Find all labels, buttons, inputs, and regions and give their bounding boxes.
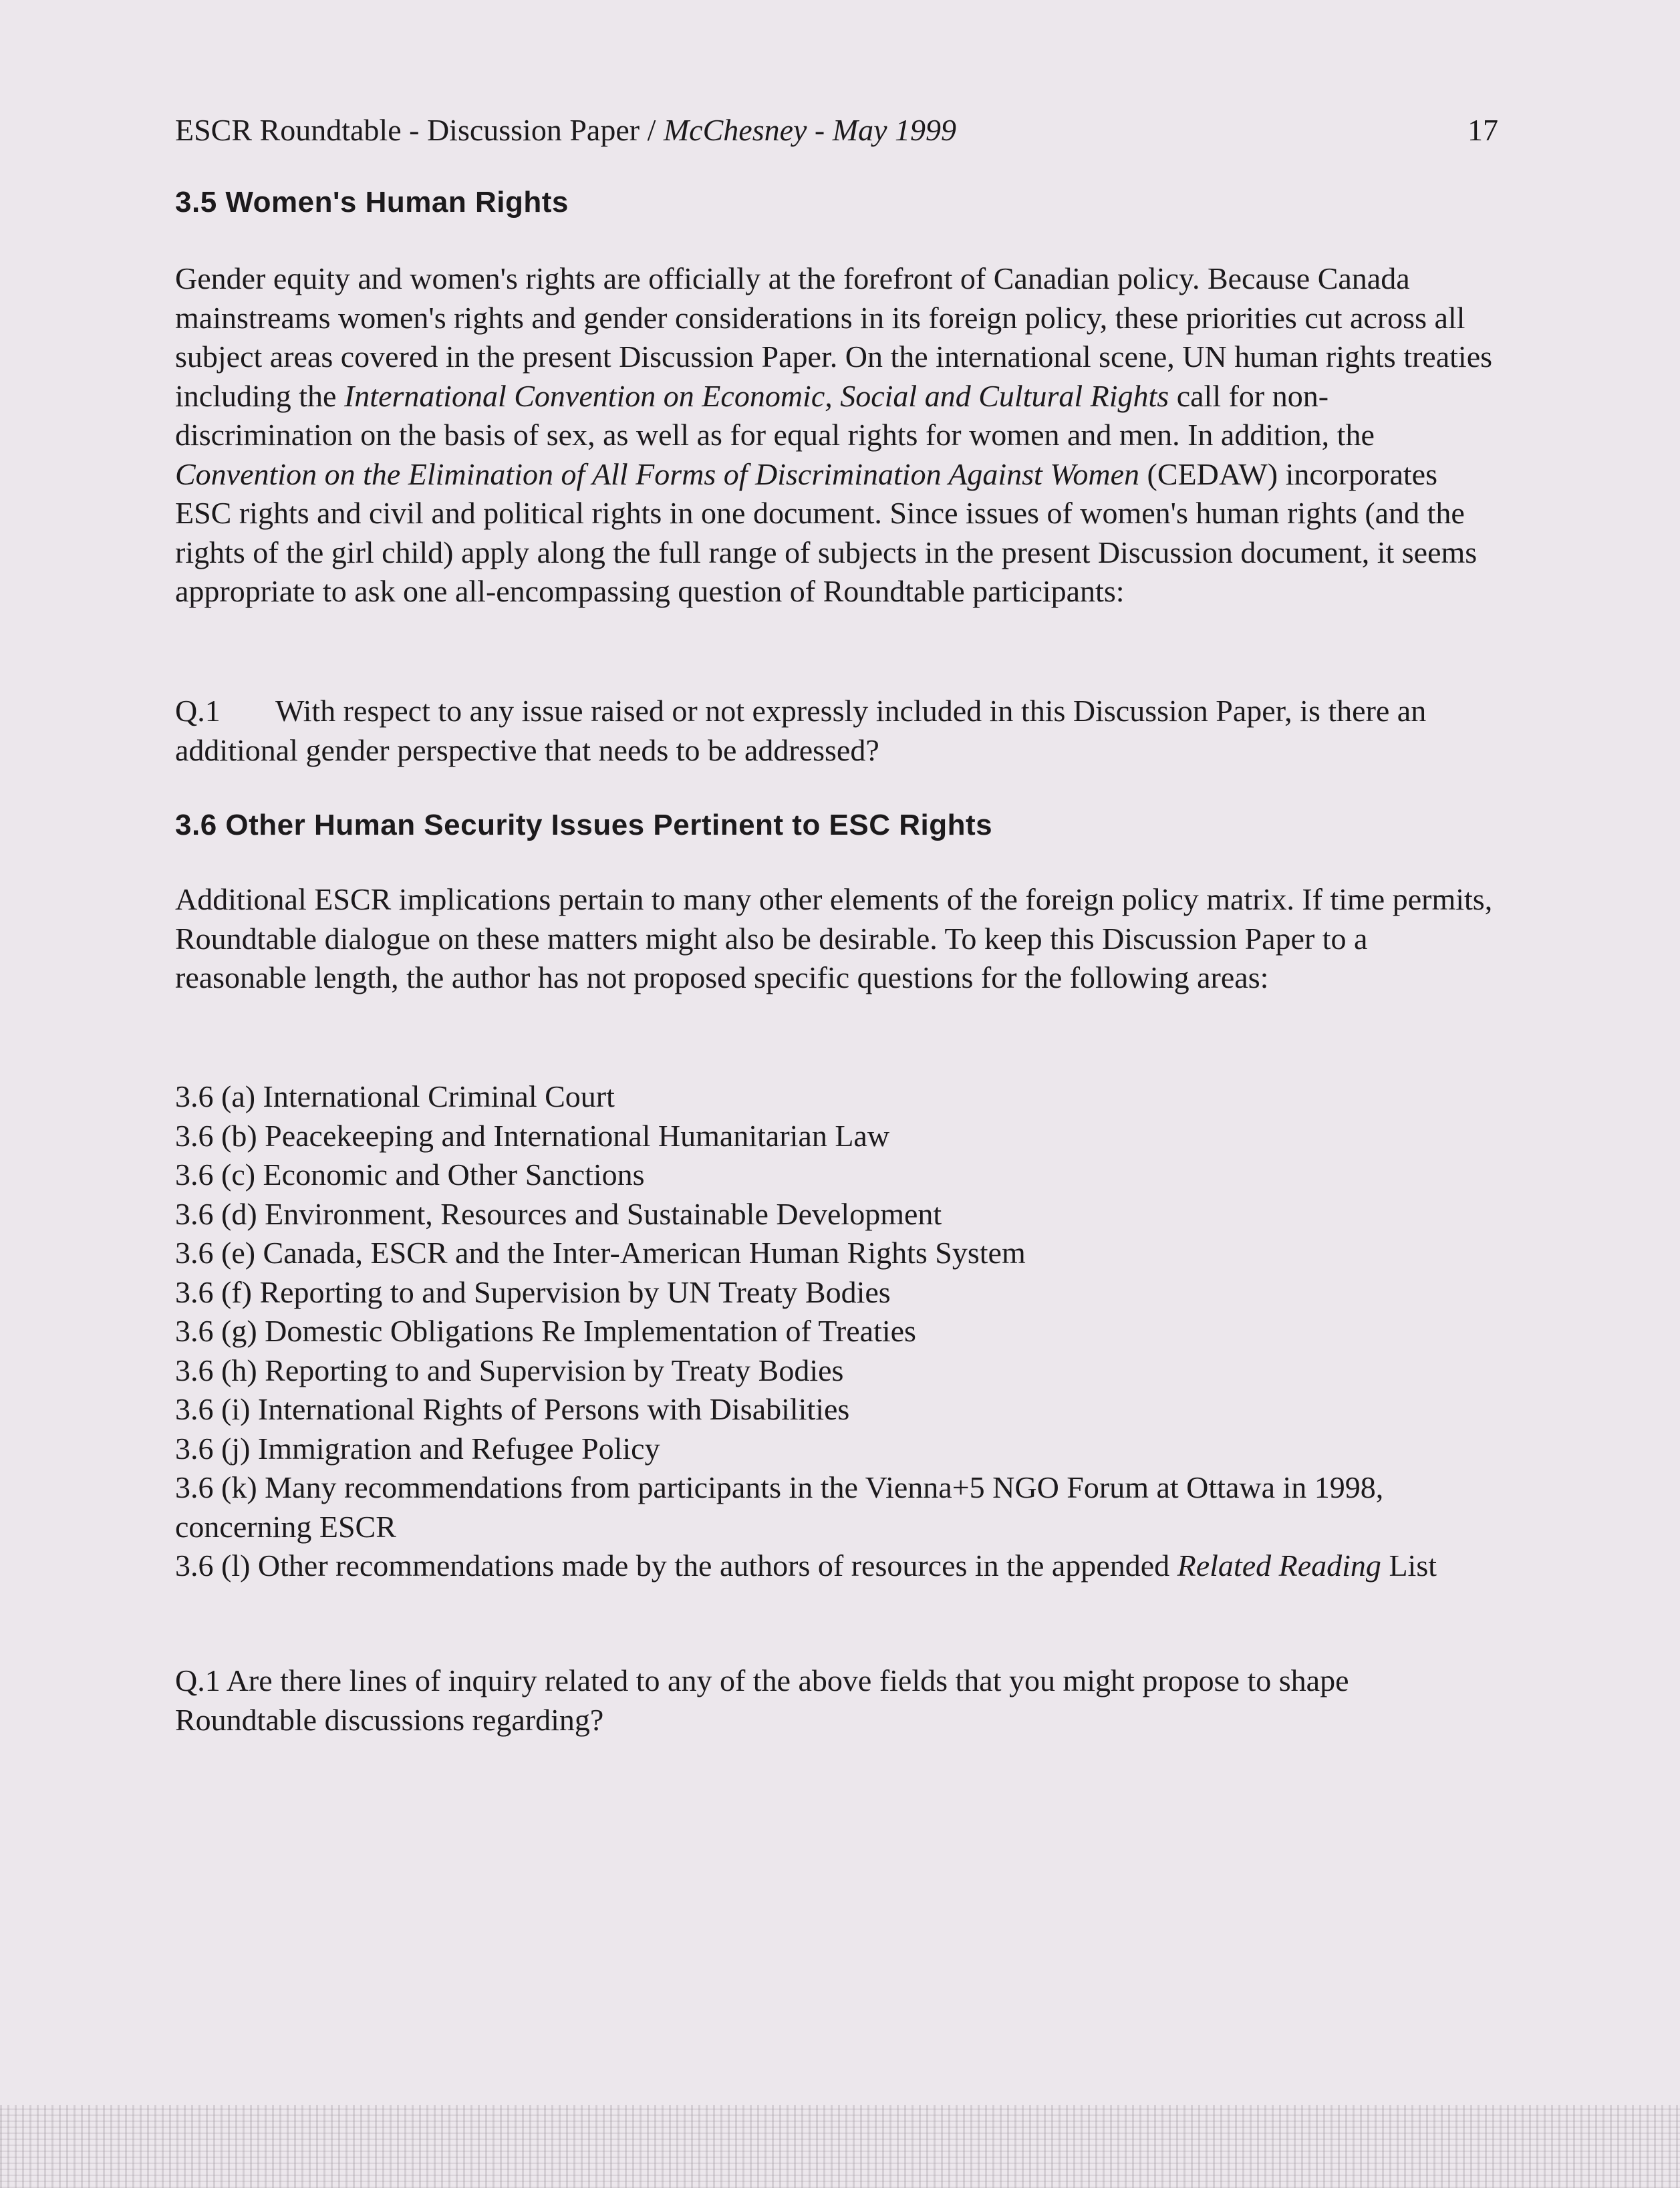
page-number: 17 [1467, 113, 1498, 147]
list-item: 3.6 (g) Domestic Obligations Re Implementation of Treaties [175, 1314, 916, 1348]
list-item: 3.6 (e) Canada, ESCR and the Inter-American Human Rights System [175, 1236, 1026, 1270]
treaty-title: International Convention on Economic, Social and Cultural Rights [343, 378, 1169, 413]
section-heading-3-6: 3.6 Other Human Security Issues Pertinent to ESC Rights [175, 809, 993, 841]
related-reading-title: Related Reading [1177, 1548, 1381, 1583]
question-gender [175, 692, 1498, 770]
scan-noise [0, 2105, 1680, 2188]
header-author-date: McChesney - May 1999 [663, 113, 956, 147]
treaty-title: Convention on the Elimination of All Forms of Discrimination Against Women [175, 456, 1140, 491]
list-item: 3.6 (a) International Criminal Court [175, 1079, 615, 1113]
list-item: 3.6 (k) Many recommendations from participants in the Vienna+5 NGO Forum at Ottawa in 1998, concerning ESCR [175, 1470, 1384, 1544]
list-item: 3.6 (b) Peacekeeping and International Humanitarian Law [175, 1118, 890, 1153]
para-text: call for non-discrimination on the basis of sex, as well as for equal rights for women and men. In addition, the [175, 378, 1375, 452]
section-heading-3-5: 3.5 Women's Human Rights [175, 186, 569, 219]
list-item [175, 1546, 1498, 1586]
list-item: 3.6 (h) Reporting to and Supervision by Treaty Bodies [175, 1353, 844, 1387]
question-number: Q.1 [175, 694, 221, 728]
section-3-6-paragraph: Additional ESCR implications pertain to many other elements of the foreign policy matrix. If time permits, Roundtable dialogue on these matters might also be desirable. To keep this Discussion Paper to a reasonable length, the author has not proposed specific questions for the following areas: [175, 882, 1493, 994]
header-title: ESCR Roundtable - Discussion Paper / [175, 113, 664, 147]
page-header [175, 112, 1498, 148]
para-text: (CEDAW) incorporates ESC rights and civil and political rights in one document. Since issues of women's human rights (and the rights of the girl child) apply along the full range of subjects in the present Discussion document, it seems appropriate to ask one all-encompassing question of Roundtable participants: [175, 456, 1478, 608]
issues-list [175, 1077, 1498, 1586]
para-text: Gender equity and women's rights are officially at the forefront of Canadian policy. Because Canada mainstreams women's rights and gender considerations in its foreign policy, these priorities cut across all subject areas covered in the present Discussion Paper. On the international scene, UN human rights treaties including the [175, 261, 1493, 413]
list-item: 3.6 (d) Environment, Resources and Sustainable Development [175, 1196, 942, 1231]
question-text: With respect to any issue raised or not expressly included in this Discussion Paper, is there an additional gender perspective that needs to be addressed? [175, 694, 1427, 767]
list-item: 3.6 (f) Reporting to and Supervision by UN Treaty Bodies [175, 1274, 891, 1309]
list-item: 3.6 (c) Economic and Other Sanctions [175, 1157, 645, 1192]
question-lines-of-inquiry: Q.1 Are there lines of inquiry related to any of the above fields that you might propose to shape Roundtable discussions regarding? [175, 1663, 1349, 1737]
section-3-5-paragraph [175, 259, 1498, 611]
list-item: 3.6 (j) Immigration and Refugee Policy [175, 1431, 660, 1466]
list-item-text: List [1381, 1548, 1437, 1583]
list-item-text: 3.6 (l) Other recommendations made by the authors of resources in the appended [175, 1548, 1177, 1583]
list-item: 3.6 (i) International Rights of Persons with Disabilities [175, 1392, 850, 1426]
